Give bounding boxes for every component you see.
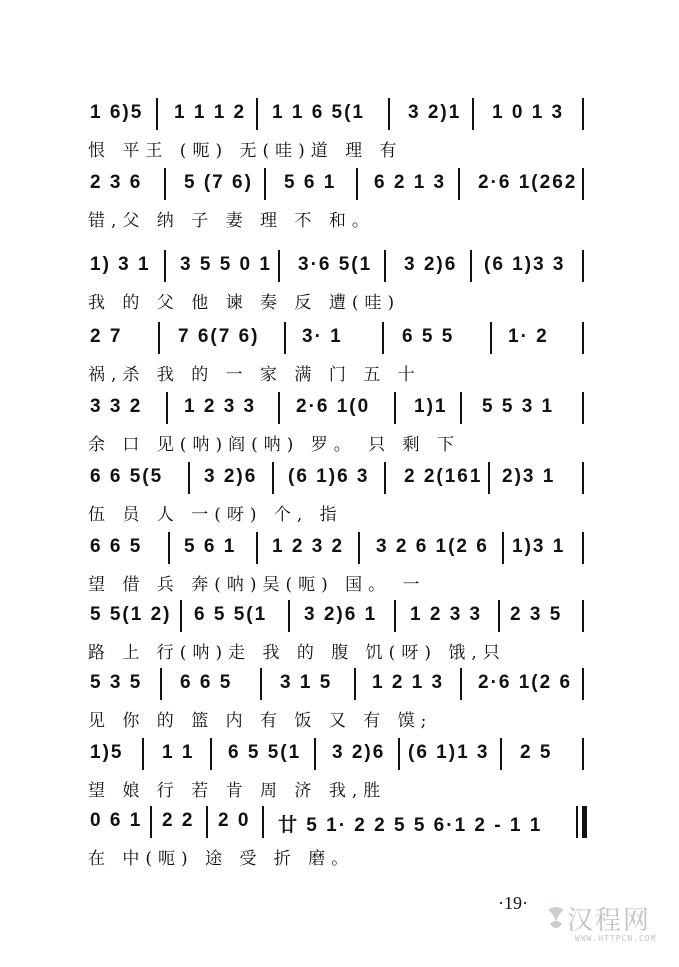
score-system [0,322,679,392]
score-system [0,806,679,876]
notation-line [88,600,608,634]
barline [314,738,316,770]
measure: 1 0 1 3 [492,102,565,123]
notation-line [88,462,608,496]
barline [164,250,166,282]
barline [498,600,500,632]
lyric-line: 见 你 的 篮 内 有 饭 又 有 馍; [88,711,433,731]
lyric-line: 伍 员 人 一(呀) 个, 指 [88,505,343,525]
barline [460,668,462,700]
barline [260,668,262,700]
measure: 5 6 1 [184,536,237,557]
measure: 2 5 [520,742,553,763]
measure: 1 1 [162,742,195,763]
measure: 1 6)5 [90,102,144,123]
barline [582,98,584,130]
barline [278,250,280,282]
watermark-url: WWW.HTTPCN.COM [575,934,657,943]
measure: 3 2)6 [332,742,386,763]
barline [358,532,360,564]
measure: 7 6(7 6) [178,326,260,347]
score-system [0,668,679,738]
barline [168,532,170,564]
watermark-text: 汉程网 [567,906,652,936]
measure: 1 2 1 3 [372,672,445,693]
score-system [0,462,679,532]
measure: (6 1)1 3 [408,742,490,763]
measure: 3· 1 [302,326,343,347]
measure: 2 2(161 [404,466,483,487]
score-system [0,98,679,168]
barline [166,392,168,424]
measure: 2 7 [90,326,123,347]
barline [472,98,474,130]
measure: 6 2 1 3 [374,172,447,193]
notation-line [88,668,608,702]
measure: 5 3 5 [90,672,143,693]
measure: 6 6 5 [90,536,143,557]
measure: 2·6 1(262 [478,172,578,193]
measure: 5 5 3 1 [482,396,555,417]
page-number: ·19· [498,893,528,913]
lyric-line: 余 口 见(呐)阎(呐) 罗。 只 剩 下 [88,435,460,455]
notation-line [88,250,608,284]
barline [156,98,158,130]
lyric-line: 路 上 行(呐)走 我 的 腹 饥(呀) 饿,只 [88,643,506,663]
barline [384,250,386,282]
barline [382,322,384,354]
measure: 5 6 1 [284,172,337,193]
measure: 0 6 1 [90,810,143,831]
measure: 3 2)6 [204,466,258,487]
notation-line [88,806,608,840]
measure: 3 2 6 1(2 6 [376,536,489,557]
barline [256,532,258,564]
barline [262,806,264,838]
barline [394,392,396,424]
measure: 1 2 3 2 [272,536,345,557]
barline [272,462,274,494]
lyric-line: 我 的 父 他 谏 奏 反 遭(哇) [88,293,401,313]
barline [500,738,502,770]
measure: 5 (7 6) [184,172,253,193]
barline [206,806,208,838]
barline [470,250,472,282]
lyric-line: 望 借 兵 奔(呐)吴(呃) 国。 一 [88,575,426,595]
measure: 6 5 5(1 [194,604,268,625]
notation-line [88,322,608,356]
barline [278,392,280,424]
barline [158,322,160,354]
barline [388,98,390,130]
measure: 6 6 5 [180,672,233,693]
final-barline [582,806,587,838]
measure: 2 0 [218,810,251,831]
lyric-line: 错,父 纳 子 妻 理 不 和。 [88,211,375,231]
barline [256,98,258,130]
watermark-logo-icon [545,904,567,934]
barline [398,738,400,770]
barline [502,532,504,564]
measure: (6 1)6 3 [288,466,370,487]
barline [582,668,584,700]
measure: 3 2)1 [408,102,462,123]
score-system [0,738,679,808]
watermark [545,900,665,952]
barline [488,462,490,494]
measure: 1)1 [414,396,448,417]
measure: 1 2 3 3 [184,396,257,417]
measure: 1· 2 [508,326,549,347]
measure: 2 3 5 [510,604,563,625]
barline [458,168,460,200]
barline [354,668,356,700]
score-system [0,600,679,670]
measure: 3 2)6 1 [304,604,378,625]
score-system [0,250,679,320]
notation-line [88,392,608,426]
measure: 5 5(1 2) [90,604,172,625]
measure: 3 3 2 [90,396,143,417]
lyric-line: 望 娘 行 若 肯 周 济 我,胜 [88,781,387,801]
barline [284,322,286,354]
measure: 1 2 3 3 [410,604,483,625]
measure: 3 2)6 [404,254,458,275]
lyric-line: 恨 平王 (呃) 无(哇)道 理 有 [88,141,403,161]
lyric-line: 在 中(呃) 途 受 折 磨。 [88,849,355,869]
barline [210,738,212,770]
barline [180,600,182,632]
measure: 1) 3 1 [90,254,151,275]
measure: 1)3 1 [512,536,566,557]
barline [150,806,152,838]
barline [384,462,386,494]
notation-line [88,98,608,132]
measure: 3 1 5 [280,672,333,693]
barline [582,322,584,354]
barline [582,392,584,424]
barline [582,532,584,564]
measure: 廿 5 1· 2 2 5 5 6·1 2 - 1 1 [278,815,543,836]
measure: 1 1 6 5(1 [272,102,365,123]
barline [460,392,462,424]
measure: 2·6 1(0 [296,396,371,417]
measure: 6 6 5(5 [90,466,164,487]
barline [160,668,162,700]
score-system [0,532,679,602]
barline [356,168,358,200]
notation-line [88,168,608,202]
measure: 2 3 6 [90,172,143,193]
measure: 2)3 1 [502,466,556,487]
final-barline [576,806,578,838]
lyric-line: 祸,杀 我 的 一 家 满 门 五 十 [88,365,421,385]
barline [288,600,290,632]
barline [582,168,584,200]
barline [164,168,166,200]
measure: 3 5 5 0 1 [180,254,272,275]
barline [188,462,190,494]
score-system [0,392,679,462]
measure: 3·6 5(1 [298,254,373,275]
measure: 2·6 1(2 6 [478,672,573,693]
measure: 6 5 5 [402,326,455,347]
barline [582,738,584,770]
barline [142,738,144,770]
barline [582,250,584,282]
barline [582,600,584,632]
barline [490,322,492,354]
measure: (6 1)3 3 [484,254,566,275]
barline [264,168,266,200]
measure: 1 1 1 2 [174,102,247,123]
notation-line [88,532,608,566]
barline [394,600,396,632]
notation-line [88,738,608,772]
measure: 2 2 [162,810,195,831]
score-system [0,168,679,238]
measure: 1)5 [90,742,124,763]
barline [582,462,584,494]
measure: 6 5 5(1 [228,742,302,763]
